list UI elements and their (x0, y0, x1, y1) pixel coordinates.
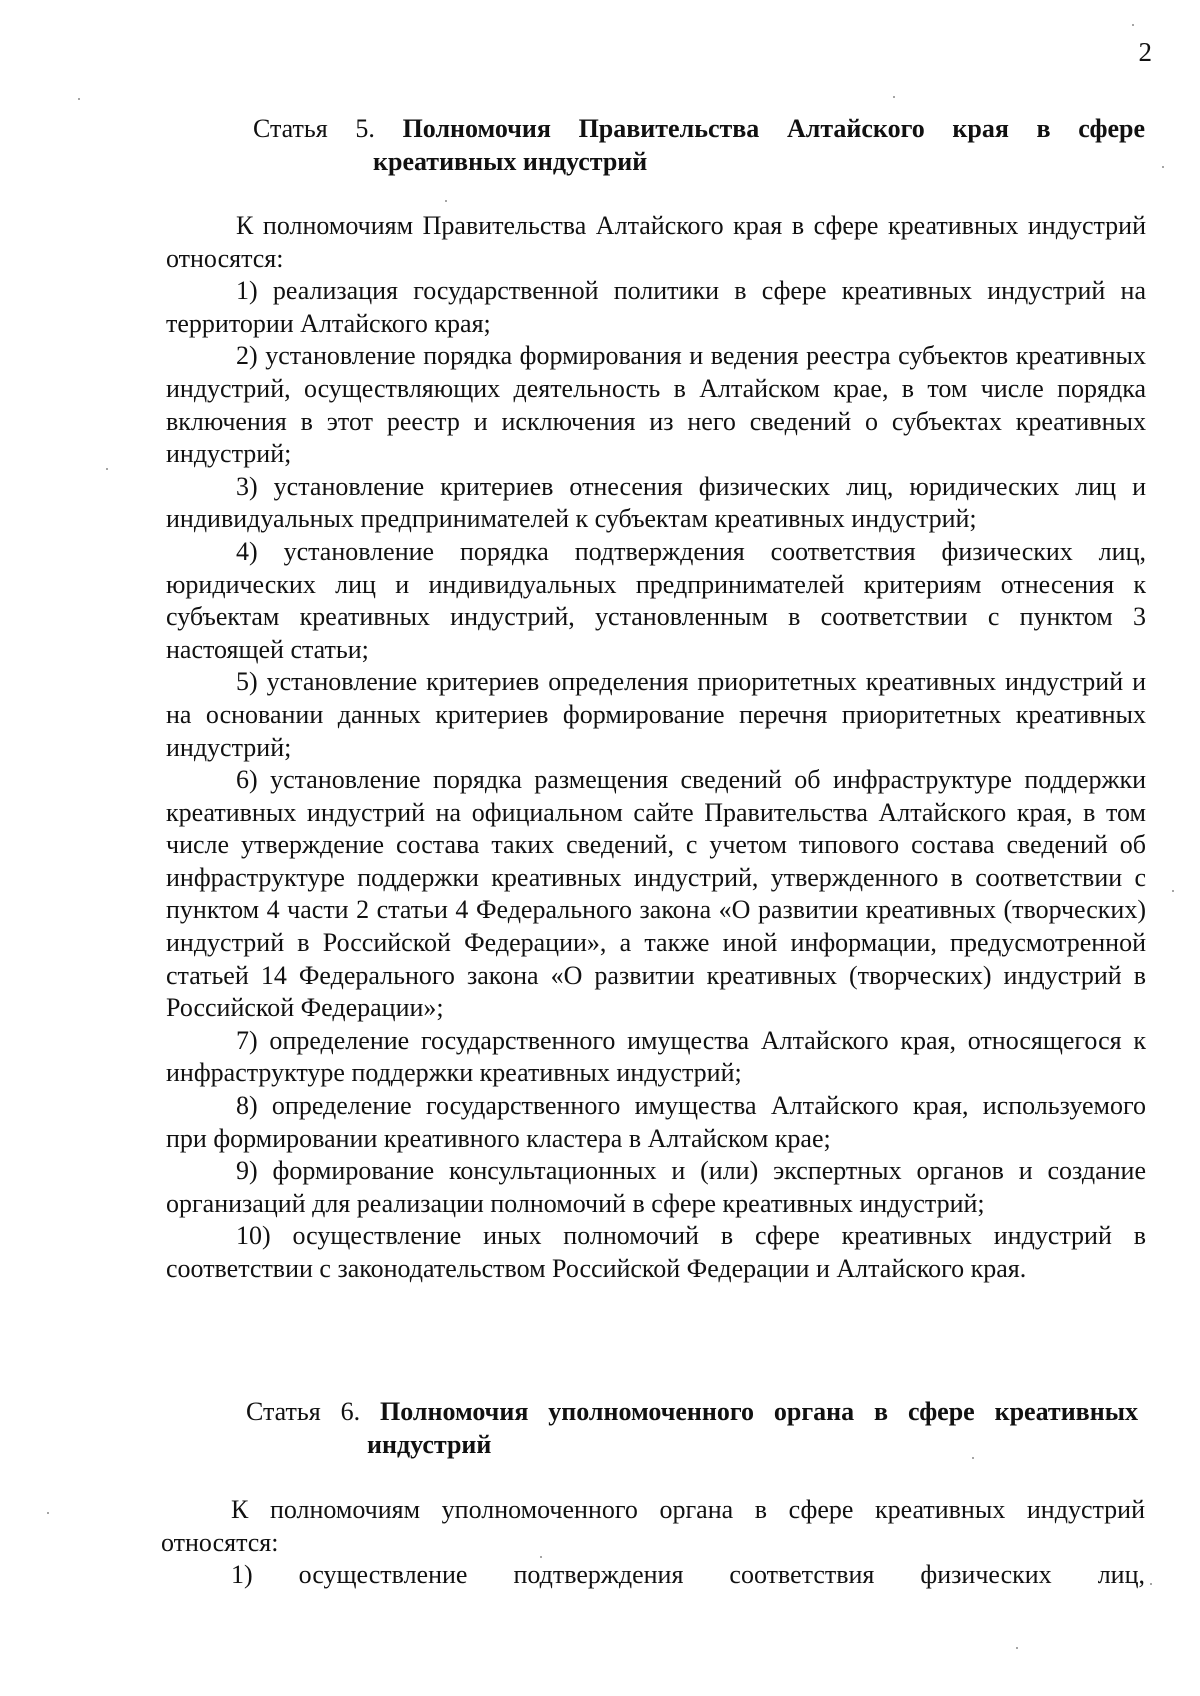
article-5-heading-line-1 (253, 112, 1145, 145)
article-5-body (166, 210, 1146, 1286)
article-5-item-5: 5) установление критериев определения приоритетных креативных индустрий и на основании данных критериев формирование перечня приоритетных креативных индустрий; (166, 667, 1146, 762)
scan-speck (1150, 1583, 1152, 1585)
article-6-intro: К полномочиям уполномоченного органа в сфере креативных индустрий относятся: (161, 1495, 1145, 1557)
article-5-title-line-1: Полномочия Правительства Алтайского края в сфере (402, 114, 1145, 143)
article-5-item-4: 4) установление порядка подтверждения соответствия физических лиц, юридических лиц и индивидуальных предпринимателей критериям отнесения к субъектам креативных индустрий, установленным в соответствии с пунктом 3 настоящей статьи; (166, 536, 1146, 664)
article-5-title-line-2: креативных индустрий (373, 147, 648, 176)
article-6-heading-line-1 (246, 1395, 1138, 1428)
article-5-item-7: 7) определение государственного имущества Алтайского края, относящегося к инфраструктуре поддержки креативных индустрий; (166, 1025, 1146, 1088)
article-5-item-3: 3) установление критериев отнесения физических лиц, юридических лиц и индивидуальных предпринимателей к субъектам креативных индустрий; (166, 471, 1146, 534)
scan-speck (972, 1457, 974, 1459)
scan-speck (1162, 166, 1164, 168)
page-number: 2 (1138, 37, 1152, 67)
scan-speck (893, 96, 895, 98)
article-6-title-line-2: индустрий (367, 1430, 492, 1459)
article-5-item-2: 2) установление порядка формирования и ведения реестра субъектов креативных индустрий, осуществляющих деятельность в Алтайском крае, в том числе порядка включения в этот реестр и исключения из него сведений о субъектах креативных индустрий; (166, 341, 1146, 469)
scan-speck (106, 468, 108, 470)
article-6-body (161, 1494, 1145, 1592)
scan-speck (1016, 1647, 1018, 1649)
article-5-heading (253, 112, 1145, 178)
article-6-item-1: 1) осуществление подтверждения соответствия физических лиц, (231, 1560, 1145, 1590)
article-5-item-6: 6) установление порядка размещения сведений об инфраструктуре поддержки креативных индустрий на официальном сайте Правительства Алтайского края, в том числе утверждение состава таких сведений, с учетом типового состава сведений об инфраструктуре поддержки креативных индустрий, утвержденного в соответствии с пунктом 4 части 2 статьи 4 Федерального закона «О развитии креативных (творческих) индустрий в Российской Федерации», а также иной информации, предусмотренной статьей 14 Федерального закона «О развитии креативных (творческих) индустрий в Российской Федерации»; (166, 765, 1146, 1023)
scan-speck (540, 1556, 542, 1558)
article-5-item-1: 1) реализация государственной политики в сфере креативных индустрий на территории Алтайского края; (166, 276, 1146, 338)
article-5-item-8: 8) определение государственного имущества Алтайского края, используемого при формировании креативного кластера в Алтайском крае; (166, 1091, 1146, 1153)
article-6-title-line-1: Полномочия уполномоченного органа в сфере креативных (380, 1397, 1138, 1426)
article-6-number: Статья 6. (246, 1397, 361, 1426)
scan-speck (78, 98, 80, 100)
article-5-item-9: 9) формирование консультационных и (или) экспертных органов и создание организаций для реализации полномочий в сфере креативных индустрий; (166, 1156, 1146, 1218)
article-6-heading (246, 1395, 1138, 1461)
article-5-number: Статья 5. (253, 114, 375, 143)
scan-speck (47, 1512, 49, 1514)
article-5-intro: К полномочиям Правительства Алтайского края в сфере креативных индустрий относятся: (166, 211, 1146, 273)
article-5-item-10: 10) осуществление иных полномочий в сфере креативных индустрий в соответствии с законодательством Российской Федерации и Алтайского края. (166, 1221, 1146, 1283)
scan-speck (1172, 890, 1174, 892)
scan-speck (445, 200, 447, 202)
scan-speck (1132, 24, 1134, 26)
